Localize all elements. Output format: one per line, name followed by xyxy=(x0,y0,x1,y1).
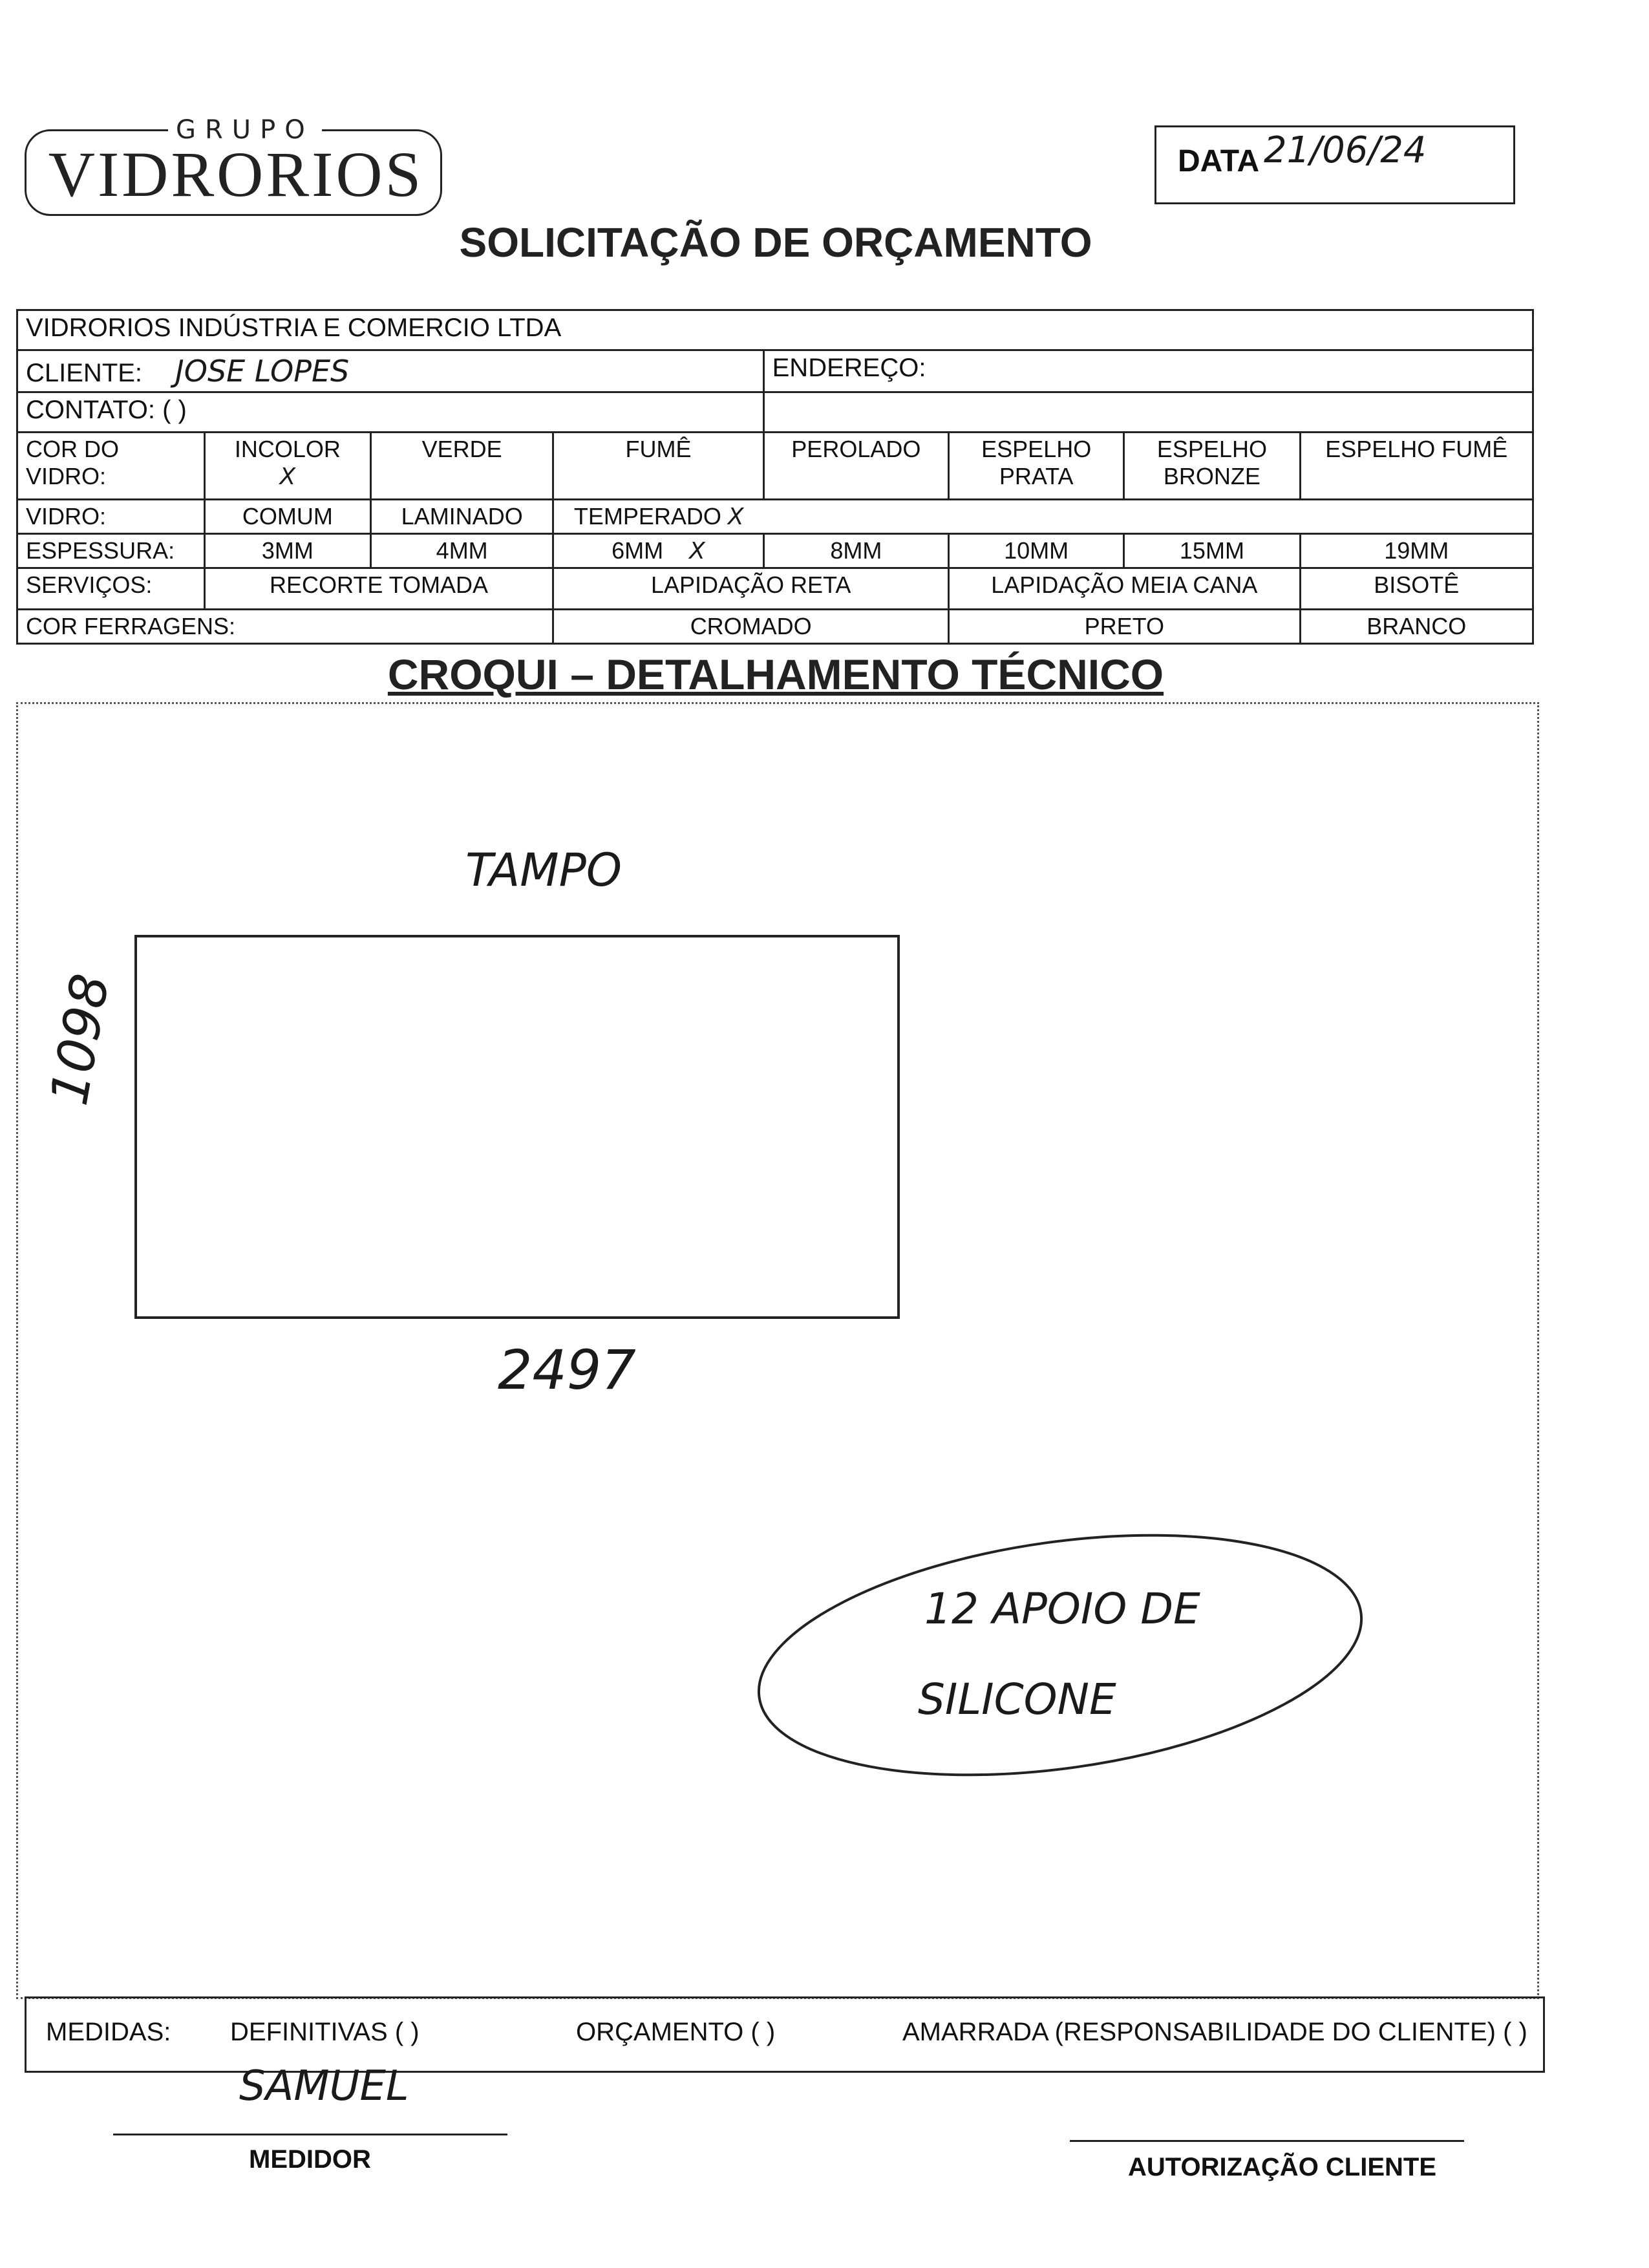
tampo-outline xyxy=(136,936,899,1318)
option-10mm[interactable]: 10MM xyxy=(949,534,1124,568)
option-3mm[interactable]: 3MM xyxy=(204,534,370,568)
option-15mm[interactable]: 15MM xyxy=(1124,534,1300,568)
measures-bar xyxy=(25,1996,1545,2073)
option-verde[interactable]: VERDE xyxy=(371,433,553,500)
note-ellipse xyxy=(743,1501,1377,1809)
page-title: SOLICITAÇÃO DE ORÇAMENTO xyxy=(459,219,1092,266)
contact-label: CONTATO: ( ) xyxy=(26,396,187,424)
option-lapidacao-meia-cana[interactable]: LAPIDAÇÃO MEIA CANA xyxy=(949,568,1301,610)
option-laminado[interactable]: LAMINADO xyxy=(371,500,553,534)
note-line-1: 12 APOIO DE xyxy=(924,1584,1200,1634)
selected-mark: X xyxy=(279,464,296,490)
client-label: CLIENTE: xyxy=(26,359,143,387)
address-label: ENDEREÇO: xyxy=(772,354,926,382)
option-recorte-tomada[interactable]: RECORTE TOMADA xyxy=(204,568,553,610)
note-line-2: SILICONE xyxy=(918,1674,1116,1724)
option-amarrada[interactable]: AMARRADA (RESPONSABILIDADE DO CLIENTE) ( ) xyxy=(902,2018,1527,2046)
sketch-title: CROQUI – DETALHAMENTO TÉCNICO xyxy=(387,650,1164,698)
measures-label: MEDIDAS: xyxy=(46,2018,171,2046)
option-perolado[interactable]: PEROLADO xyxy=(763,433,948,500)
option-8mm[interactable]: 8MM xyxy=(763,534,948,568)
option-bisote[interactable]: BISOTÊ xyxy=(1300,568,1533,610)
date-value: 21/06/24 xyxy=(1264,129,1427,171)
services-label: SERVIÇOS: xyxy=(17,568,205,610)
measurer-signature: SAMUEL xyxy=(239,2062,409,2110)
height-dimension: 1098 xyxy=(39,969,121,1110)
company-name: VIDRORIOS INDÚSTRIA E COMERCIO LTDA xyxy=(17,310,1533,350)
width-dimension: 2497 xyxy=(498,1338,636,1402)
option-espelho-bronze[interactable]: ESPELHO BRONZE xyxy=(1124,433,1300,500)
hardware-label: COR FERRAGENS: xyxy=(17,610,553,644)
option-cromado[interactable]: CROMADO xyxy=(553,610,949,644)
measurer-label: MEDIDOR xyxy=(249,2145,371,2174)
selected-mark: X xyxy=(727,504,744,530)
option-19mm[interactable]: 19MM xyxy=(1300,534,1533,568)
option-fume[interactable]: FUMÊ xyxy=(553,433,763,500)
piece-label: TAMPO xyxy=(465,844,622,897)
option-orcamento[interactable]: ORÇAMENTO ( ) xyxy=(576,2018,776,2046)
measurer-signature-line xyxy=(113,2134,507,2135)
option-label: 6MM xyxy=(612,537,664,564)
option-espelho-prata[interactable]: ESPELHO PRATA xyxy=(949,433,1124,500)
thickness-label: ESPESSURA: xyxy=(17,534,205,568)
option-preto[interactable]: PRETO xyxy=(949,610,1301,644)
glass-label: VIDRO: xyxy=(17,500,205,534)
option-comum[interactable]: COMUM xyxy=(204,500,370,534)
selected-mark: X xyxy=(689,538,705,564)
option-label: TEMPERADO xyxy=(573,503,721,530)
option-lapidacao-reta[interactable]: LAPIDAÇÃO RETA xyxy=(553,568,949,610)
option-branco[interactable]: BRANCO xyxy=(1300,610,1533,644)
client-signature-line[interactable] xyxy=(1070,2140,1464,2142)
logo-group-text: GRUPO xyxy=(168,115,322,145)
option-espelho-fume[interactable]: ESPELHO FUMÊ xyxy=(1300,433,1533,500)
client-authorization-label: AUTORIZAÇÃO CLIENTE xyxy=(1128,2153,1437,2181)
client-value: JOSE LOPES xyxy=(175,354,350,389)
option-definitivas[interactable]: DEFINITIVAS ( ) xyxy=(230,2018,420,2046)
option-label: INCOLOR xyxy=(234,436,341,462)
color-label: COR DO VIDRO: xyxy=(17,433,205,500)
date-label: DATA xyxy=(1178,144,1260,178)
logo: VIDRORIOS xyxy=(48,138,424,210)
option-4mm[interactable]: 4MM xyxy=(371,534,553,568)
